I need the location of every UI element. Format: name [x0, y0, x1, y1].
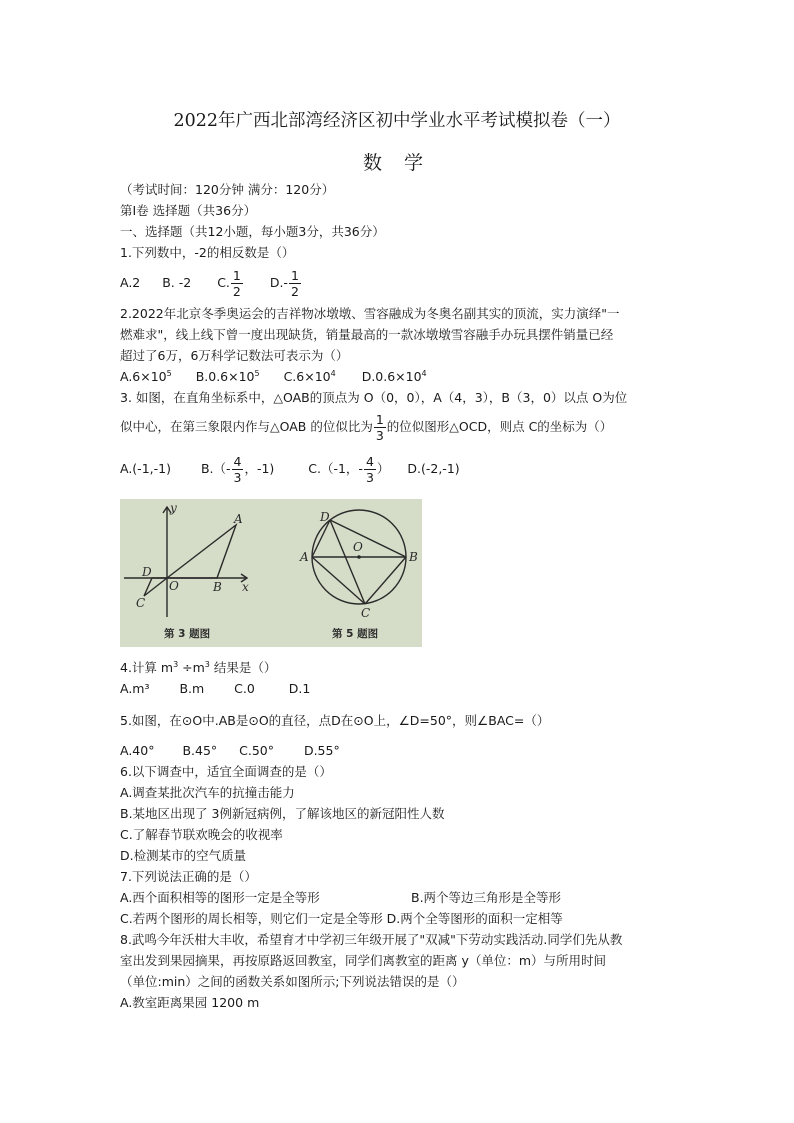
q3-ratio-fraction: $\frac{1}{3}$: [375, 412, 384, 443]
triangle-oab: [167, 525, 236, 578]
q4-option-a: A.m³: [120, 681, 150, 696]
question-3-line-2: 似中心，在第三象限内作与△OAB 的位似比为 $\frac{1}{3}$ 的位似图形△OCD，则点 C的坐标为（）: [120, 412, 613, 443]
question-2-line-3: 超过了6万，6万科学记数法可表示为（）: [120, 348, 349, 363]
figures-panel: [120, 499, 422, 647]
q7-option-a: A.西个面积相等的图形一定是全等形: [120, 890, 320, 905]
q3-option-b: B.（- $\frac{4}{3}$ ，-1): [200, 454, 275, 485]
q3-option-c: C.（-1，- $\frac{4}{3}$ ）: [308, 454, 390, 485]
q3-option-a: A.(-1,-1): [120, 461, 171, 476]
question-1-stem: 1.下列数中，-2的相反数是（）: [120, 245, 295, 260]
question-8-line-3: （单位:min）之间的函数关系如图所示;下列说法错误的是（）: [120, 974, 465, 989]
chord-da: [312, 520, 330, 557]
q3-fraction-b: $\frac{4}{3}$: [233, 454, 242, 485]
exam-info: （考试时间：120分钟 满分：120分）: [120, 182, 335, 197]
question-5-stem: 5.如图，在⊙O中.AB是⊙O的直径，点D在⊙O上，∠D=50°，则∠BAC=（）: [120, 713, 550, 728]
q7-option-b: B.两个等边三角形是全等形: [411, 890, 562, 905]
page-title: 2022年广西北部湾经济区初中学业水平考试模拟卷（一）: [173, 111, 621, 131]
q3-option-d: D.(-2,-1): [407, 461, 460, 476]
q4-option-d: D.1: [288, 681, 311, 696]
question-4-stem: 4.计算 $m^3 \div m^3$ 结果是（）: [120, 659, 277, 675]
question-3-options: [120, 452, 460, 486]
q1-option-d: D.- $\frac{1}{2}$: [269, 268, 299, 299]
question-4-options: [120, 681, 310, 697]
q1-fraction-c: $\frac{1}{2}$: [232, 268, 241, 299]
fig5-caption: 第 5 题图: [332, 628, 379, 640]
q2-option-c: $C.6\times 10^4$: [283, 368, 336, 384]
fig3-label-o: O: [169, 579, 179, 593]
q6-option-b: B.某地区出现了 3例新冠病例，了解该地区的新冠阳性人数: [120, 806, 445, 821]
q6-option-a: A.调查某批次汽车的抗撞击能力: [120, 785, 295, 800]
fig3-label-y: y: [170, 501, 177, 515]
fig5-label-d: D: [320, 510, 330, 524]
fig3-label-d: D: [142, 565, 152, 579]
question-6-stem: 6.以下调查中，适宜全面调查的是（）: [120, 764, 332, 779]
q6-option-d: D.检测某市的空气质量: [120, 848, 247, 863]
question-7-stem: 7.下列说法正确的是（）: [120, 869, 257, 884]
question-8-line-2: 室出发到果园摘果，再按原路返回教室，同学们离教室的距离 y（单位：m）与所用时间: [120, 953, 607, 968]
q5-option-c: C.50°: [239, 743, 274, 758]
fig3-caption: 第 3 题图: [164, 628, 211, 640]
section-heading: 一、选择题（共12小题，每小题3分，共36分）: [120, 224, 385, 239]
q3-fraction-c: $\frac{4}{3}$: [365, 454, 374, 485]
q1-fraction-d: $\frac{1}{2}$: [290, 268, 299, 299]
chord-ac: [312, 557, 365, 604]
fig3-label-x: x: [242, 580, 249, 594]
q1-option-b: B. -2: [162, 275, 192, 290]
question-5-options: [120, 743, 340, 759]
q2-option-b: $B.0.6\times 10^5$: [195, 368, 260, 384]
fig5-label-c: C: [361, 606, 371, 620]
q5-option-a: A.40°: [120, 743, 155, 758]
question-2-line-2: 燃难求"，线上线下曾一度出现缺货，销量最高的一款冰墩墩雪容融手办玩具摆件销量已经: [120, 327, 614, 342]
figures-svg: [120, 499, 422, 647]
q8-option-a: A.教室距离果园 1200 m: [120, 995, 260, 1010]
center-point: [357, 555, 361, 559]
question-2-line-1: 2.2022年北京冬季奥运会的吉祥物冰墩墩、雪容融成为冬奥名副其实的顶流，实力演绎"一: [120, 306, 620, 321]
fig3-label-c: C: [136, 596, 146, 610]
part-heading: 第Ⅰ卷 选择题（共36分）: [120, 203, 257, 218]
fig5-label-a: A: [300, 550, 309, 564]
fig5-label-o: O: [353, 540, 363, 554]
chord-dc: [330, 520, 365, 604]
question-2-options: [120, 369, 427, 385]
q1-option-c: C. $\frac{1}{2}$: [217, 268, 241, 299]
question-8-line-1: 8.武鸣今年沃柑大丰收，希望育才中学初三年级开展了"双减"下劳动实践活动.同学们先从教: [120, 932, 623, 947]
subject-heading: 数 学: [362, 152, 432, 174]
q4-option-c: C.0: [234, 681, 255, 696]
fig3-label-b: B: [213, 580, 222, 594]
question-1-options: [120, 266, 302, 300]
q4-option-b: B.m: [179, 681, 205, 696]
q2-option-a: $A.6\times 10^5$: [120, 368, 172, 384]
question-3-line-1: 3. 如图，在直角坐标系中，△OAB的顶点为 O（0，0），A（4，3），B（3，0）以点 O为位: [120, 390, 628, 405]
q7-option-cd: C.若两个图形的周长相等，则它们一定是全等形 D.两个全等图形的面积一定相等: [120, 911, 563, 926]
q6-option-c: C.了解春节联欢晚会的收视率: [120, 827, 283, 842]
triangle-ocd: [144, 578, 167, 596]
fig5-label-b: B: [409, 550, 418, 564]
q5-option-d: D.55°: [303, 743, 340, 758]
q5-option-b: B.45°: [182, 743, 218, 758]
fig3-label-a: A: [234, 512, 243, 526]
q1-option-a: A.2: [120, 275, 141, 290]
q2-option-d: $D.0.6\times 10^4$: [361, 368, 427, 384]
